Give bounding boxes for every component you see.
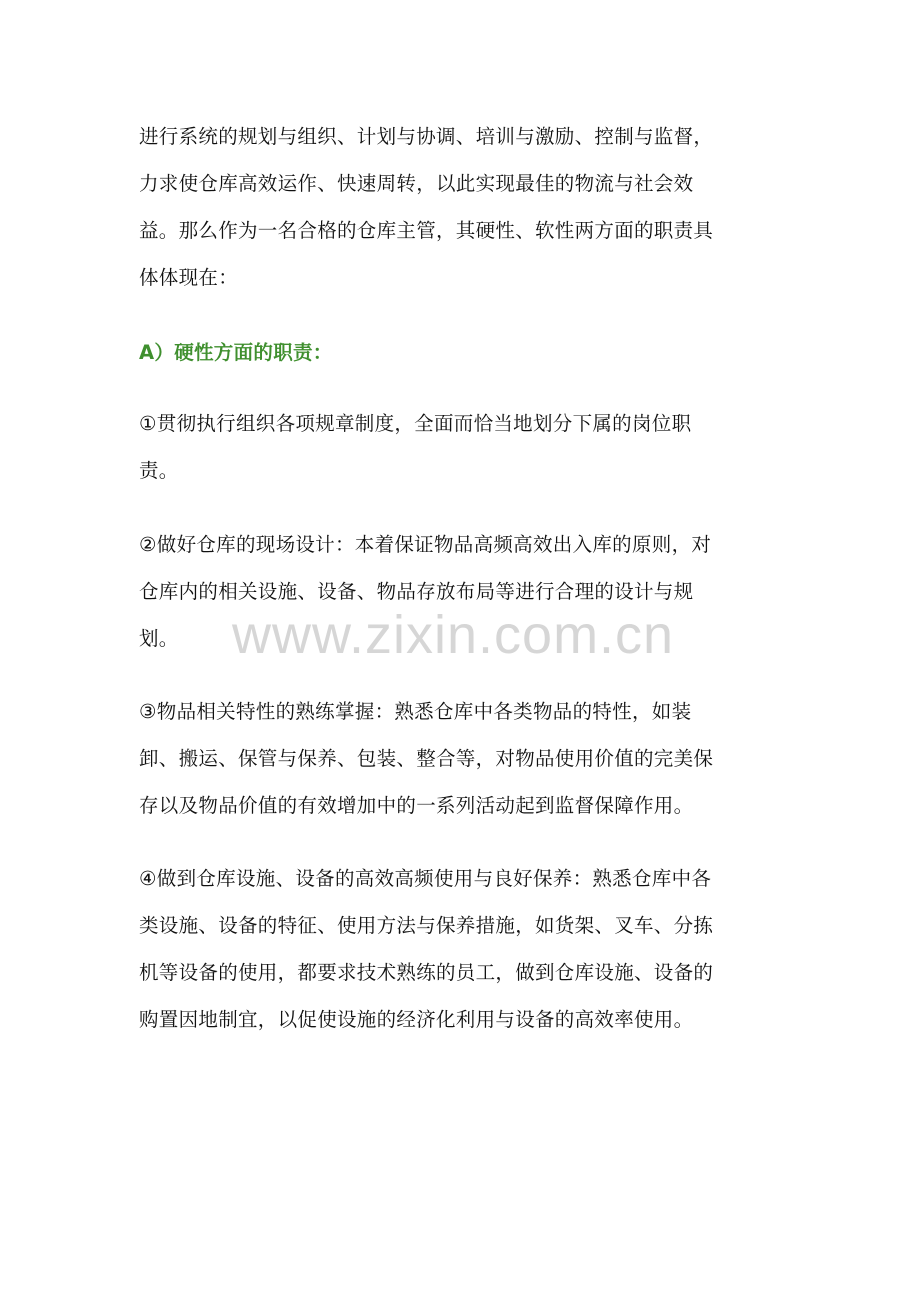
duty-line: 存以及物品价值的有效增加中的一系列活动起到监督保障作用。 xyxy=(139,794,694,817)
duty-item-1 xyxy=(139,400,789,494)
intro-line: 力求使仓库高效运作、快速周转，以此实现最佳的物流与社会效 xyxy=(139,172,694,195)
duty-line: 责。 xyxy=(139,459,179,482)
duty-line: 划。 xyxy=(139,627,179,650)
duty-line: 机等设备的使用，都要求技术熟练的员工，做到仓库设施、设备的 xyxy=(139,961,714,984)
intro-line: 益。那么作为一名合格的仓库主管，其硬性、软性两方面的职责具 xyxy=(139,219,714,242)
duty-item-3 xyxy=(139,688,789,829)
duty-item-4 xyxy=(139,855,789,1043)
watermark: www.zixin.com.cn xyxy=(232,605,675,665)
duty-line: ②做好仓库的现场设计：本着保证物品高频高效出入库的原则，对 xyxy=(139,533,712,556)
duty-line: ①贯彻执行组织各项规章制度，全面而恰当地划分下属的岗位职 xyxy=(139,412,692,435)
intro-line: 体体现在： xyxy=(139,266,239,289)
duty-line: 仓库内的相关设施、设备、物品存放布局等进行合理的设计与规 xyxy=(139,580,694,603)
duty-item-2 xyxy=(139,521,789,662)
duty-line: ③物品相关特性的熟练掌握：熟悉仓库中各类物品的特性，如装 xyxy=(139,700,692,723)
intro-paragraph xyxy=(139,113,789,301)
section-heading: A）硬性方面的职责： xyxy=(139,341,333,364)
duty-line: ④做到仓库设施、设备的高效高频使用与良好保养：熟悉仓库中各 xyxy=(139,867,712,890)
duty-line: 卸、搬运、保管与保养、包装、整合等，对物品使用价值的完美保 xyxy=(139,747,714,770)
duty-line: 购置因地制宜，以促使设施的经济化利用与设备的高效率使用。 xyxy=(139,1008,694,1031)
duty-line: 类设施、设备的特征、使用方法与保养措施，如货架、叉车、分拣 xyxy=(139,914,714,937)
intro-line: 进行系统的规划与组织、计划与协调、培训与激励、控制与监督， xyxy=(139,125,714,148)
